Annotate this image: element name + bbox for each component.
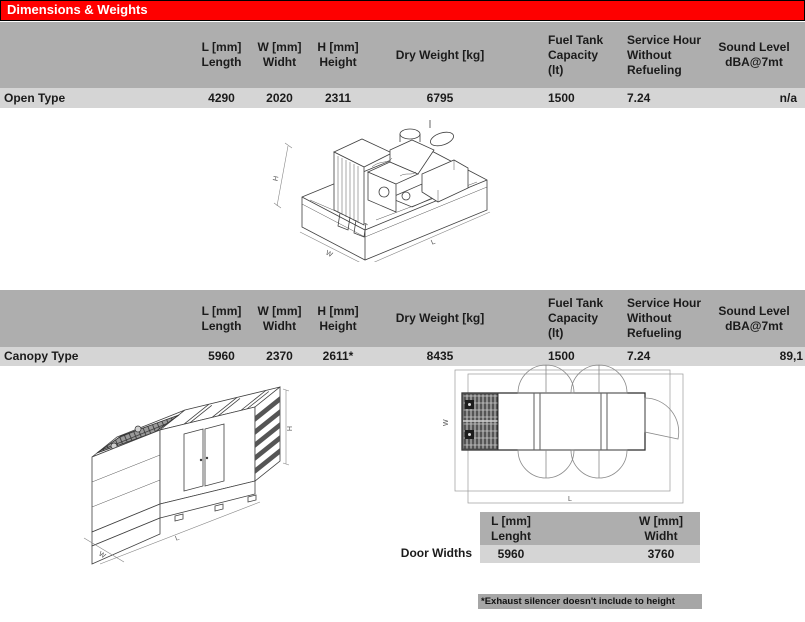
col-header-empty	[0, 22, 190, 88]
open-width-value: 2020	[266, 90, 293, 105]
col-header-length: L [mm] Length	[201, 40, 242, 69]
row-label: Open Type	[4, 90, 66, 105]
door-widths-col-width: W [mm] Widht	[639, 513, 683, 543]
open-type-row	[0, 88, 805, 108]
open-length-value: 4290	[208, 90, 235, 105]
col-header-width: W [mm] Widht	[257, 303, 302, 333]
row-label: Canopy Type	[4, 349, 79, 363]
footnote: *Exhaust silencer doesn't include to height	[478, 594, 702, 609]
dim-label-l: L	[430, 238, 437, 247]
open-sound-level-value: n/a	[779, 90, 797, 105]
col-header-height: H [mm] Height	[317, 303, 359, 333]
open-dry-weight-value: 6795	[426, 90, 454, 105]
canopy-fuel-tank-value: 1500	[548, 349, 575, 363]
dim-label-w: W	[97, 550, 107, 561]
canopy-type-table-header	[0, 290, 805, 347]
dim-label-l: L	[568, 496, 572, 503]
col-header-service-hour: Service Hour Without Refueling	[627, 296, 702, 340]
canopy-sound-level-value: 89,1	[779, 349, 803, 363]
dim-label-h: H	[272, 175, 281, 182]
open-service-hour-value: 7.24	[627, 90, 651, 105]
canopy-service-hour-value: 7.24	[627, 349, 651, 363]
door-widths-row	[480, 545, 700, 563]
door-widths-width-value: 3760	[647, 546, 675, 561]
col-header-length: L [mm] Length	[201, 303, 242, 333]
section-title: Dimensions & Weights	[7, 2, 148, 17]
col-header-dry-weight: Dry Weight [kg]	[395, 47, 485, 62]
dim-label-w: W	[443, 419, 450, 426]
open-fuel-tank-value: 1500	[548, 90, 575, 105]
canopy-width-value: 2370	[266, 349, 293, 363]
col-header-dry-weight: Dry Weight [kg]	[395, 311, 485, 325]
open-type-table-header	[0, 22, 805, 88]
dim-label-w: W	[324, 249, 334, 259]
col-header-empty	[0, 290, 190, 347]
dim-label-h: H	[285, 426, 292, 432]
door-widths-header	[480, 512, 700, 545]
open-type-drawing	[272, 112, 504, 262]
canopy-type-drawing	[80, 372, 295, 568]
col-header-sound-level: Sound Level dBA@7mt	[718, 40, 790, 69]
canopy-top-view-drawing	[440, 360, 695, 512]
col-header-fuel-tank: Fuel Tank Capacity (lt)	[548, 32, 604, 77]
col-header-fuel-tank: Fuel Tank Capacity (lt)	[548, 296, 604, 340]
dim-label-l: L	[174, 534, 181, 543]
canopy-length-value: 5960	[208, 349, 235, 363]
col-header-height: H [mm] Height	[317, 40, 359, 69]
door-widths-col-length: L [mm] Lenght	[491, 513, 531, 543]
canopy-dry-weight-value: 8435	[426, 349, 454, 363]
canopy-height-value: 2611*	[322, 349, 354, 363]
open-height-value: 2311	[324, 90, 352, 105]
door-widths-label: Door Widths	[400, 546, 472, 560]
col-header-width: W [mm] Widht	[257, 40, 302, 69]
col-header-service-hour: Service Hour Without Refueling	[627, 32, 702, 77]
col-header-sound-level: Sound Level dBA@7mt	[718, 303, 790, 333]
door-widths-length-value: 5960	[497, 546, 525, 561]
section-title-bar	[0, 0, 805, 21]
